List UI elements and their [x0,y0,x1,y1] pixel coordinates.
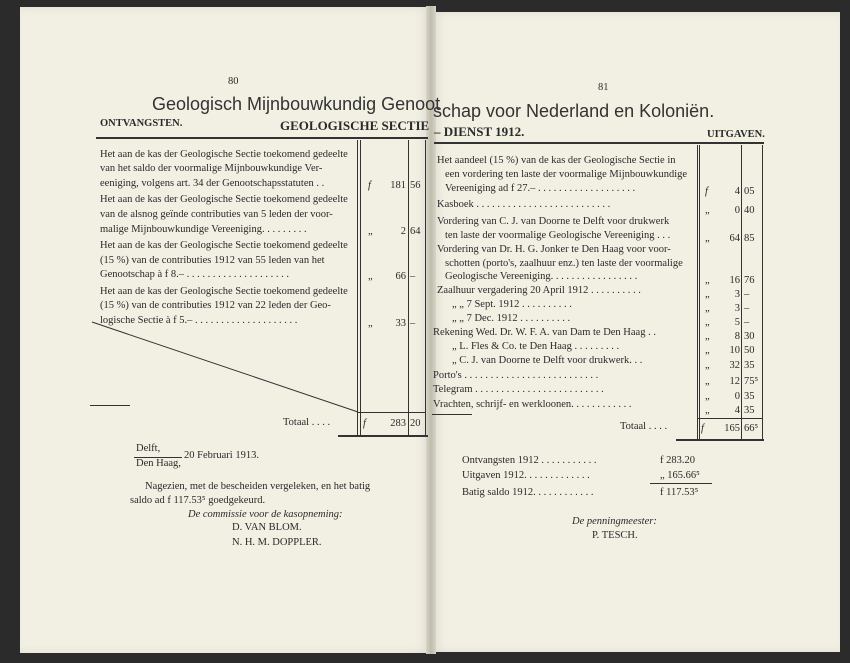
expense-cents: 40 [744,205,755,216]
expense-cents: 05 [744,186,755,197]
expense-line: ten laste der voormalige Geologische Vereeniging . . . [445,230,671,241]
expense-amount: 3 [734,289,740,300]
rule [408,140,409,436]
summary-label: Batig saldo 1912. . . . . . . . . . . . [462,487,594,498]
expense-cents: 30 [744,331,755,342]
receipt-line: Het aan de kas der Geologische Sectie toekomend gedeelte [100,286,348,297]
expense-amount: 5 [734,317,740,328]
rule [762,145,763,441]
expense-cents: – [744,317,750,328]
currency-mark: f [368,180,371,191]
expense-cents: 35 [744,391,755,402]
filler-stub [432,414,472,415]
receipts-total-label: Totaal . . . . [283,417,331,428]
expense-line: Het aandeel (15 %) van de kas der Geologische Sectie in [437,155,676,166]
expense-amount: 0 [734,205,740,216]
expense-cents: 35 [744,360,755,371]
committee-title: De commissie voor de kasopneming: [188,509,343,520]
expense-line: Vordering van C. J. van Doorne te Delft voor drukwerk [437,216,670,227]
currency-mark: „ [705,376,710,387]
receipt-amount: 2 [400,226,406,237]
header-section: GEOLOGISCHE SECTIE [280,118,430,133]
receipt-cents: – [410,271,416,282]
receipt-line: Het aan de kas der Geologische Sectie toekomend gedeelte [100,240,348,251]
expense-cents: 85 [744,233,755,244]
expense-line: Telegram . . . . . . . . . . . . . . . . . . . . . . . . . [433,384,604,395]
receipt-cents: 64 [410,226,421,237]
currency-mark: f [363,418,366,429]
expense-line: Vereeniging ad f 27.– . . . . . . . . . . . . . . . . . . . [445,183,636,194]
currency-mark: „ [705,331,710,342]
expense-line: Rekening Wed. Dr. W. F. A. van Dam te Den Haag . . [433,327,656,338]
receipt-line: van het saldo der voormalige Mijnbouwkundige Ver- [100,163,323,174]
expense-cents: 35 [744,405,755,416]
rule [741,145,742,441]
receipt-line: eeniging, volgens art. 34 der Genootschapsstatuten . . [100,178,325,189]
receipt-line: Het aan de kas der Geologische Sectie toekomend gedeelte [100,194,348,205]
expense-cents: 75⁵ [744,376,759,387]
expense-amount: 0 [734,391,740,402]
main-title-left: Geologisch Mijnbouwkundig Genoot [152,94,441,114]
expense-cents: – [744,289,750,300]
approval-line-1: Nagezien, met de bescheiden vergeleken, en het batig [145,481,371,492]
currency-mark: „ [705,205,710,216]
expense-cents: 50 [744,345,755,356]
receipt-line: van de alsnog geïnde contributies van 5 leden der voor- [100,209,333,220]
approval-line-2: saldo ad f 117.53⁵ goedgekeurd. [130,495,266,506]
summary-rule [650,483,712,484]
header-uitgaven: UITGAVEN. [707,129,765,140]
currency-mark: „ [705,275,710,286]
committee-member: D. VAN BLOM. [232,522,302,533]
sum-rule-left [357,412,425,413]
currency-mark: „ [705,391,710,402]
place-den-haag: Den Haag, [136,458,181,469]
receipt-amount: 181 [390,180,406,191]
currency-mark: „ [705,345,710,356]
expenses-total-cents: 66⁵ [744,423,759,434]
expense-line: „ L. Fles & Co. te Den Haag . . . . . . . . . [452,341,620,352]
expense-amount: 64 [729,233,740,244]
expense-line: Kasboek . . . . . . . . . . . . . . . . . . . . . . . . . . [437,199,611,210]
main-title-right: schap voor Nederland en Koloniën. [433,101,715,121]
expenses-total-amount: 165 [724,423,740,434]
expense-line: een vordering ten laste der voormalige Mijnbouwkundige [445,169,688,180]
header-ontvangsten: ONTVANGSTEN. [100,118,183,129]
filler-stub [90,405,130,406]
expenses-total-label: Totaal . . . . [620,421,668,432]
summary-label: Ontvangsten 1912 . . . . . . . . . . . [462,455,597,466]
total-rule-left [338,435,428,437]
expense-cents: 76 [744,275,755,286]
receipt-cents: – [410,318,416,329]
receipt-line: (15 %) van de contributies 1912 van 22 leden der Geo- [100,300,331,311]
currency-mark: „ [368,318,373,329]
currency-mark: „ [705,289,710,300]
expense-line: schotten (porto's, zaalhuur enz.) ten laste der voormalige [445,258,683,269]
receipts-total-amount: 283 [390,418,406,429]
receipt-line: logische Sectie à f 5.– . . . . . . . . . . . . . . . . . . . . [100,315,298,326]
rule [425,140,426,436]
header-rule-right [434,142,764,144]
receipt-line: Genootschap à f 8.– . . . . . . . . . . . . . . . . . . . . [100,269,289,280]
currency-mark: „ [368,226,373,237]
treasurer-title: De penningmeester: [572,516,657,527]
header-dienst: – DIENST 1912. [434,124,525,139]
expense-line: Porto's . . . . . . . . . . . . . . . . . . . . . . . . . . [433,370,599,381]
receipts-total-cents: 20 [410,418,421,429]
currency-mark: f [701,423,704,434]
expense-line: Geologische Vereeniging. . . . . . . . . . . . . . . . . [445,271,638,282]
currency-mark: „ [705,317,710,328]
expense-line: Vrachten, schrijf- en werkloonen. . . . . . . . . . . . [433,399,632,410]
receipt-line: (15 %) van de contributies 1912 van 55 leden van het [100,255,325,266]
expense-line: Vordering van Dr. H. G. Jonker te Den Haag voor voor- [437,244,671,255]
expense-amount: 32 [729,360,740,371]
expense-amount: 4 [734,186,740,197]
receipt-line: Het aan de kas der Geologische Sectie toekomend gedeelte [100,149,348,160]
currency-mark: „ [368,271,373,282]
expense-amount: 3 [734,303,740,314]
expense-line: „ „ 7 Sept. 1912 . . . . . . . . . . [452,299,572,310]
expense-amount: 10 [729,345,740,356]
receipt-cents: 56 [410,180,421,191]
expense-amount: 8 [734,331,740,342]
expense-cents: – [744,303,750,314]
summary-value: f 117.53⁵ [660,487,699,498]
rule [697,145,698,441]
expense-amount: 4 [734,405,740,416]
currency-mark: „ [705,360,710,371]
summary-label: Uitgaven 1912. . . . . . . . . . . . . [462,470,590,481]
rule [360,140,361,436]
page-number-right: 81 [598,82,609,93]
summary-value: f 283.20 [660,455,695,466]
currency-mark: „ [705,233,710,244]
currency-mark: f [705,186,708,197]
sum-rule-right [697,418,762,419]
summary-value: „ 165.66⁵ [660,470,700,481]
currency-mark: „ [705,405,710,416]
date: 20 Februari 1913. [184,450,259,461]
expense-amount: 12 [729,376,740,387]
place-delft: Delft, [136,443,161,454]
expense-line: „ „ 7 Dec. 1912 . . . . . . . . . . [452,313,571,324]
total-rule-right [676,439,764,441]
receipt-amount: 66 [395,271,406,282]
filler-diagonal [90,320,360,415]
header-rule-left [96,137,428,139]
expense-line: Zaalhuur vergadering 20 April 1912 . . . . . . . . . . [437,285,641,296]
expense-line: „ C. J. van Doorne te Delft voor drukwerk. . . [452,355,643,366]
currency-mark: „ [705,303,710,314]
rule [699,145,700,441]
receipt-amount: 33 [395,318,406,329]
committee-member: N. H. M. DOPPLER. [232,537,322,548]
receipt-line: malige Mijnbouwkundige Vereeniging. . . . . . . . . [100,224,307,235]
treasurer-name: P. TESCH. [592,530,638,541]
page-number-left: 80 [228,76,239,87]
expense-amount: 16 [729,275,740,286]
